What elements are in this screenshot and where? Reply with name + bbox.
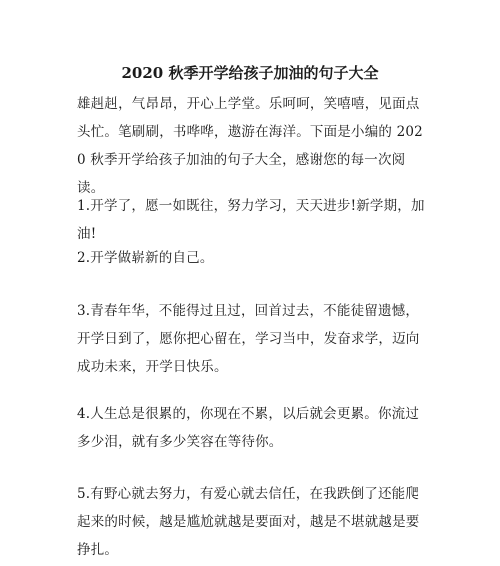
list-item-4: 4.人生总是很累的，你现在不累，以后就会更累。你流过多少泪，就有多少笑容在等待你。: [77, 406, 420, 450]
list-item-3: 3.青春年华，不能得过且过，回首过去，不能徒留遗憾，开学日到了，愿你把心留在，学习当中，发奋求学，迈向成功未来，开学日快乐。: [77, 303, 420, 375]
list-item-1: 1.开学了，愿一如既往，努力学习，天天进步!新学期，加油!: [77, 198, 425, 242]
document-title: 2020 秋季开学给孩子加油的句子大全: [121, 64, 379, 82]
intro-paragraph: 雄赳赳，气昂昂，开心上学堂。乐呵呵，笑嘻嘻，见面点头忙。笔刷刷，书哗哗，遨游在海洋。下面是小编的 2020 秋季开学给孩子加油的句子大全，感谢您的每一次阅读。: [77, 96, 423, 196]
list-item-5: 5.有野心就去努力，有爱心就去信任，在我跌倒了还能爬起来的时候，越是尴尬就越是要面对，越是不堪就越是要挣扎。: [77, 486, 420, 558]
list-item-2: 2.开学做崭新的自己。: [77, 250, 214, 266]
